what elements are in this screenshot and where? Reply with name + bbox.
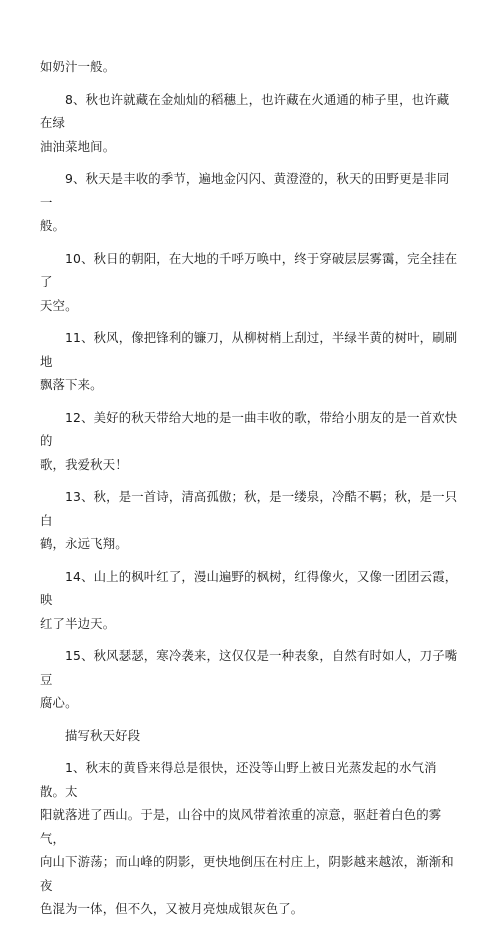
- section-heading: 描写秋天好段: [65, 727, 141, 743]
- paragraph-item-10: 10、秋日的朝阳，在大地的千呼万唤中，终于穿破层层雾霭，完全挂在了 天空。: [40, 250, 458, 313]
- paragraph-item-11: 11、秋风，像把锋利的镰刀，从柳树梢上刮过，半绿半黄的树叶，刷刷地 飘落下来。: [40, 330, 458, 392]
- paragraph-item-12: 12、美好的秋天带给大地的是一曲丰收的歌，带给小朋友的是一首欢快的 歌，我爱秋天！: [40, 409, 458, 472]
- paragraph-item-13: 13、秋，是一首诗，清高孤傲；秋，是一缕泉，冷酷不羁；秋，是一只白 鹤，永远飞翔。: [40, 489, 458, 551]
- paragraph-continuation: 如奶汁一般。: [40, 59, 116, 74]
- paragraph-item-14: 14、山上的枫叶红了，漫山遍野的枫树，红得像火，又像一团团云霞，映 红了半边天。: [40, 568, 458, 631]
- paragraph-item-9: 9、秋天是丰收的季节，遍地金闪闪、黄澄澄的，秋天的田野更是非同一 般。: [40, 171, 450, 233]
- page-bottom-edge: [0, 558, 500, 566]
- paragraph-item-8: 8、秋也许就藏在金灿灿的稻穗上，也许藏在火通通的柿子里，也许藏在绿 油油菜地间。: [40, 91, 450, 154]
- document-body: [40, 55, 460, 930]
- paragraph-section-item-1: 1、秋末的黄昏来得总是很快，还没等山野上被日光蒸发起的水气消散。太 阳就落进了西山。于是，山谷中的岚风带着浓重的凉意，驱赶着白色的雾气， 向山下游荡；而山峰的阴影，更快地倒压在村庄上，阴影越来越浓，渐渐和夜 色混为一体，但不久，又被月亮烛成银灰色了。: [40, 760, 454, 916]
- paragraph-item-15: 15、秋风瑟瑟，寒冷袭来，这仅仅是一种表象，自然有时如人，刀子嘴豆 腐心。: [40, 648, 458, 710]
